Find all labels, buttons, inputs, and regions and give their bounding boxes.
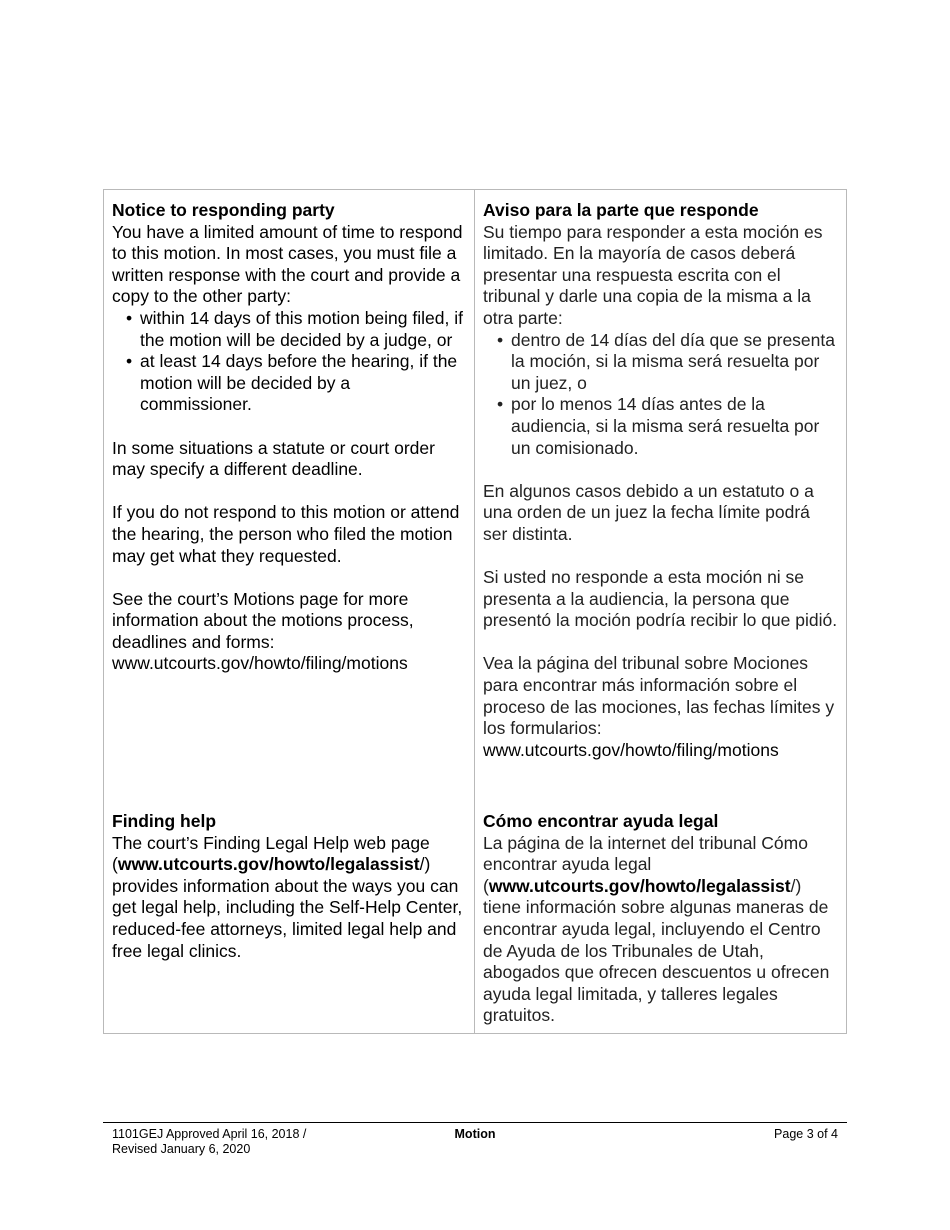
help-paragraph-en (112, 833, 466, 963)
list-item (497, 394, 838, 459)
finding-help-section-en (112, 811, 466, 962)
list-item-text: por lo menos 14 días antes de la audiencia, si la misma será resuelta por un comisionado. (511, 394, 820, 458)
legal-help-url-es[interactable]: www.utcourts.gov/howto/legalassist (488, 875, 791, 896)
bullet-icon: • (126, 351, 133, 372)
help-text-after-en: /) provides information about the ways you can get legal help, including the Self-Help Center, reduced-fee attorneys, limited legal help and free legal clinics. (112, 854, 463, 961)
list-item-text: within 14 days of this motion being filed, if the motion will be decided by a judge, or (140, 307, 463, 350)
notice-heading-es: Aviso para la parte que responde (483, 200, 759, 220)
bullet-icon: • (126, 307, 133, 328)
help-text-after-es: /) tiene información sobre algunas maneras de encontrar ayuda legal, incluyendo el Centro de Ayuda de los Tribunales de Utah, abogados que ofrecen descuentos u ofrecen ayuda legal limitada, y talleres legales gratuitos. (483, 875, 830, 1026)
help-paragraph-es (483, 833, 838, 1027)
help-heading-es: Cómo encontrar ayuda legal (483, 811, 719, 831)
list-item-text: at least 14 days before the hearing, if the motion will be decided by a commissioner. (140, 351, 458, 415)
motions-url-es[interactable]: www.utcourts.gov/howto/filing/motions (483, 739, 779, 760)
page-number: Page 3 of 4 (774, 1127, 838, 1141)
legal-help-url-en[interactable]: www.utcourts.gov/howto/legalassist (117, 854, 420, 875)
help-text-before-es: La página de la internet del tribunal Cómo encontrar ayuda legal ( (483, 832, 808, 896)
motions-page-paragraph-es: Vea la página del tribunal sobre Mociones para encontrar más información sobre el proceso de las mociones, las fechas límites y los formularios: (483, 653, 835, 739)
deadline-list-es (483, 330, 838, 460)
deadline-list-en (112, 308, 466, 416)
motions-url-en[interactable]: www.utcourts.gov/howto/filing/motions (112, 653, 408, 674)
list-item (126, 308, 466, 351)
bullet-icon: • (497, 329, 504, 350)
notice-intro-es: Su tiempo para responder a esta moción es limitado. En la mayoría de casos deberá presentar una respuesta escrita con el tribunal y darle una copia de la misma a la otra parte: (483, 221, 823, 328)
list-item-text: dentro de 14 días del día que se presenta la moción, si la misma será resuelta por un juez, o (511, 329, 835, 393)
form-id-line-1: 1101GEJ Approved April 16, 2018 / (112, 1127, 307, 1141)
statute-paragraph-es: En algunos casos debido a un estatuto o a una orden de un juez la fecha límite podrá ser distinta. (483, 480, 814, 544)
form-id-line-2: Revised January 6, 2020 (112, 1141, 251, 1156)
english-column (104, 190, 475, 1033)
list-item (497, 330, 838, 395)
notice-table (103, 189, 847, 1034)
notice-heading-en: Notice to responding party (112, 200, 335, 220)
list-item (126, 351, 466, 416)
footer-divider (103, 1122, 847, 1123)
help-heading-en: Finding help (112, 811, 217, 831)
no-response-paragraph-en: If you do not respond to this motion or attend the hearing, the person who filed the motion may get what they requested. (112, 502, 460, 566)
form-title: Motion (454, 1127, 496, 1141)
finding-help-section-es (483, 811, 838, 1027)
no-response-paragraph-es: Si usted no responde a esta moción ni se presenta a la audiencia, la persona que presentó la moción podría recibir lo que pidió. (483, 567, 838, 631)
motions-page-paragraph-en: See the court’s Motions page for more information about the motions process, deadlines and forms: (112, 588, 414, 652)
help-text-before-en: The court’s Finding Legal Help web page ( (112, 832, 430, 875)
statute-paragraph-en: In some situations a statute or court order may specify a different deadline. (112, 437, 435, 480)
bullet-icon: • (497, 394, 504, 415)
spanish-column (475, 190, 846, 1033)
notice-intro-en: You have a limited amount of time to respond to this motion. In most cases, you must file a written response with the court and provide a copy to the other party: (112, 221, 463, 307)
